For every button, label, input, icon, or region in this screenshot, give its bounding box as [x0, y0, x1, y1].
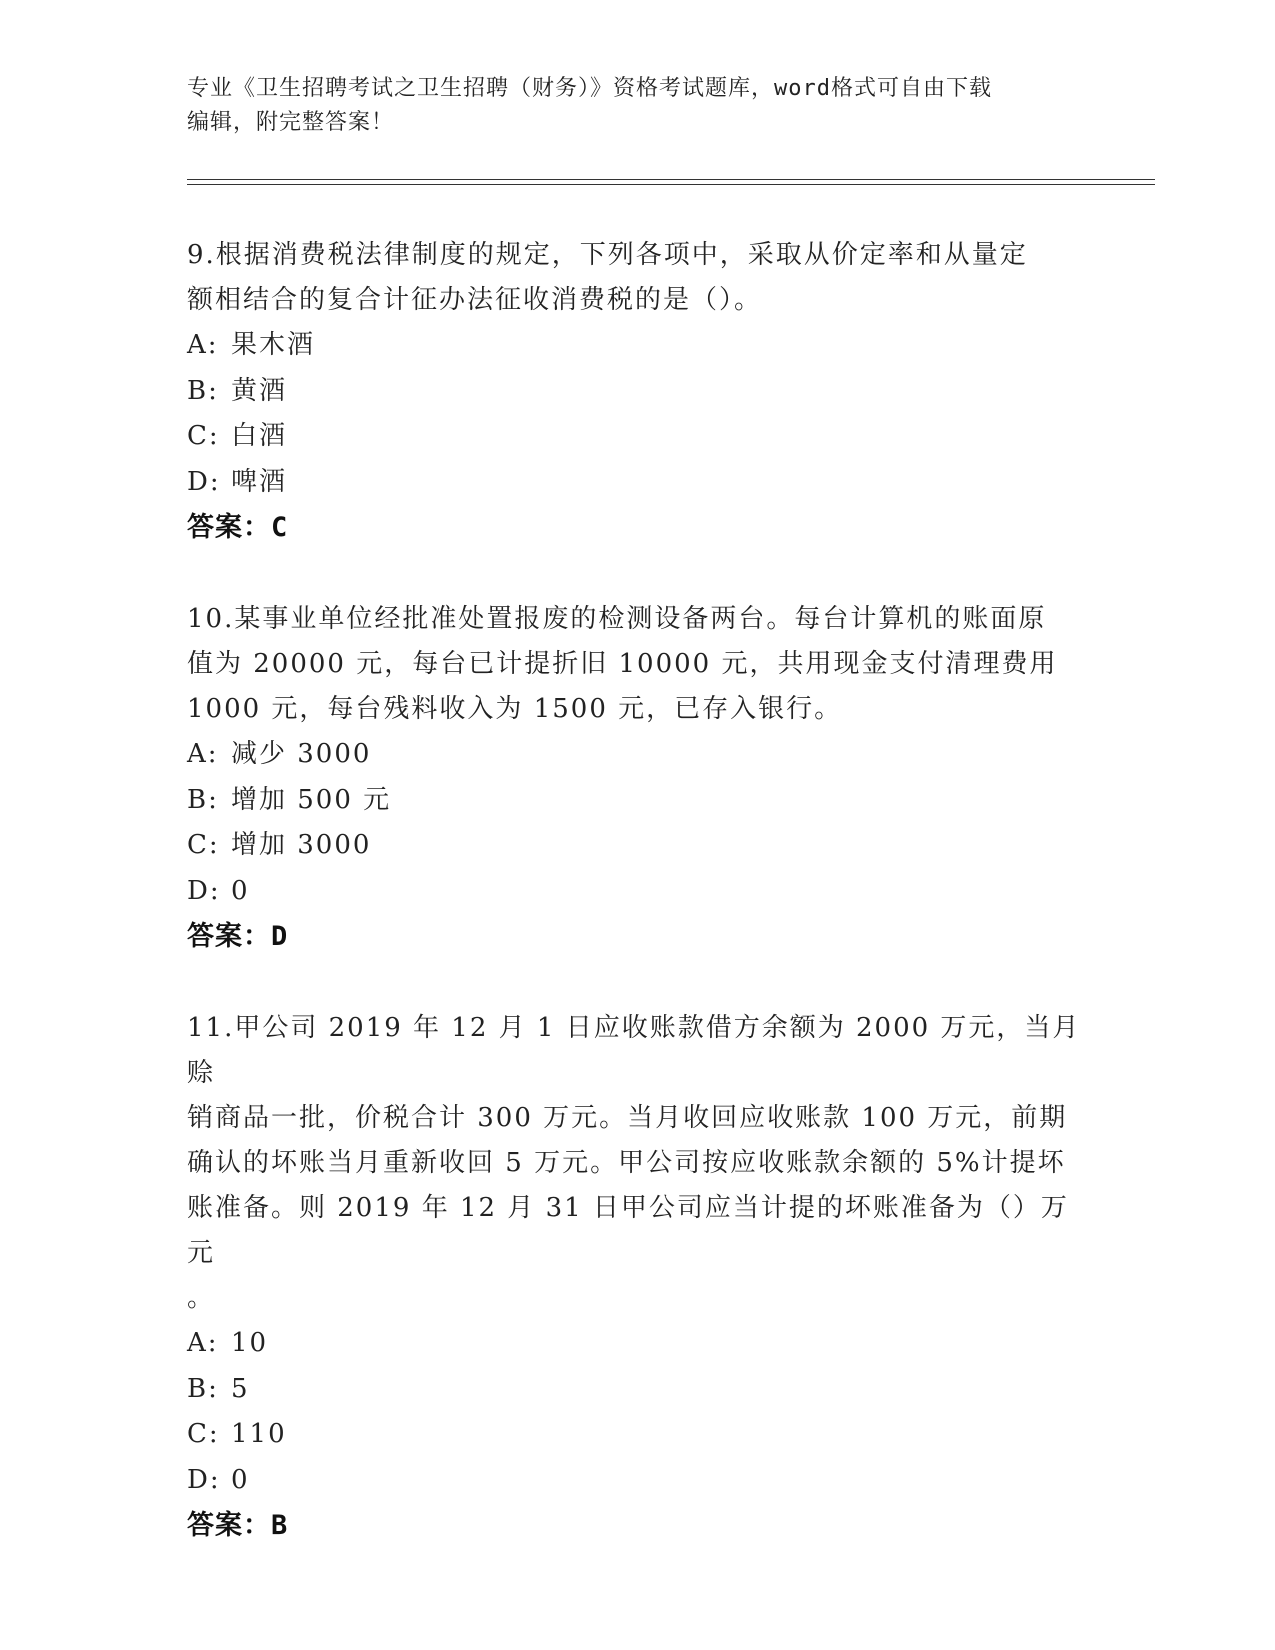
option-letter: D:	[187, 875, 221, 906]
option-letter: C:	[187, 1419, 220, 1449]
option-text: 减少 3000	[231, 739, 372, 769]
option-letter: B:	[187, 1373, 219, 1404]
option-d	[187, 1458, 1087, 1504]
option-text: 10	[231, 1328, 269, 1358]
option-a	[187, 1321, 1087, 1367]
option-c	[187, 823, 1087, 869]
option-letter: C:	[187, 830, 220, 860]
question-stem-line: 确认的坏账当月重新收回 5 万元。甲公司按应收账款余额的 5%计提坏	[187, 1148, 1066, 1178]
option-text: 0	[231, 875, 250, 906]
option-text: 增加 3000	[231, 830, 372, 860]
option-letter: C:	[187, 421, 220, 451]
option-text: 0	[231, 1464, 250, 1495]
option-letter: A:	[187, 330, 219, 360]
option-letter: A:	[187, 739, 219, 769]
option-text: 果木酒	[231, 330, 316, 360]
question-11	[187, 1006, 1087, 1548]
option-text: 5	[231, 1373, 250, 1404]
header-line-1: 专业《卫生招聘考试之卫生招聘（财务）》资格考试题库，word格式可自由下载	[187, 76, 992, 101]
option-letter: D:	[187, 1464, 221, 1495]
option-c	[187, 1412, 1087, 1458]
option-letter: B:	[187, 784, 219, 815]
question-stem-line: 9.根据消费税法律制度的规定，下列各项中，采取从价定率和从量定	[187, 240, 1028, 270]
question-stem-line: 10.某事业单位经批准处置报废的检测设备两台。每台计算机的账面原	[187, 604, 1047, 634]
answer: 答案：C	[187, 512, 289, 543]
option-c	[187, 414, 1087, 460]
question-stem-line: 值为 20000 元，每台已计提折旧 10000 元，共用现金支付清理费用	[187, 649, 1058, 679]
option-d	[187, 460, 1087, 506]
option-a	[187, 323, 1087, 369]
header-divider-bottom	[187, 184, 1155, 185]
header-line-2: 编辑，附完整答案！	[187, 110, 395, 135]
question-stem-line: 11.甲公司 2019 年 12 月 1 日应收账款借方余额为 2000 万元，当月赊	[187, 1013, 1081, 1088]
question-stem-line: 销商品一批，价税合计 300 万元。当月收回应收账款 100 万元，前期	[187, 1103, 1068, 1133]
option-b	[187, 1367, 1087, 1413]
option-letter: A:	[187, 1328, 219, 1358]
option-text: 110	[231, 1419, 287, 1449]
question-9	[187, 233, 1087, 550]
option-text: 黄酒	[231, 375, 288, 406]
option-letter: B:	[187, 375, 219, 406]
option-text: 啤酒	[231, 466, 288, 497]
option-d	[187, 869, 1087, 915]
option-b	[187, 369, 1087, 415]
question-stem-line: 。	[187, 1283, 216, 1313]
option-letter: D:	[187, 466, 221, 497]
answer: 答案：B	[187, 1510, 289, 1541]
document-header	[187, 72, 1067, 140]
question-stem-line: 1000 元，每台残料收入为 1500 元，已存入银行。	[187, 694, 843, 724]
option-b	[187, 778, 1087, 824]
option-a	[187, 732, 1087, 778]
option-text: 增加 500 元	[231, 784, 392, 815]
question-stem-line: 账准备。则 2019 年 12 月 31 日甲公司应当计提的坏账准备为（）万元	[187, 1193, 1069, 1268]
answer: 答案：D	[187, 921, 289, 952]
question-stem-line: 额相结合的复合计征办法征收消费税的是（）。	[187, 285, 763, 315]
option-text: 白酒	[231, 421, 288, 451]
header-divider-top	[187, 179, 1155, 180]
question-10	[187, 597, 1087, 959]
